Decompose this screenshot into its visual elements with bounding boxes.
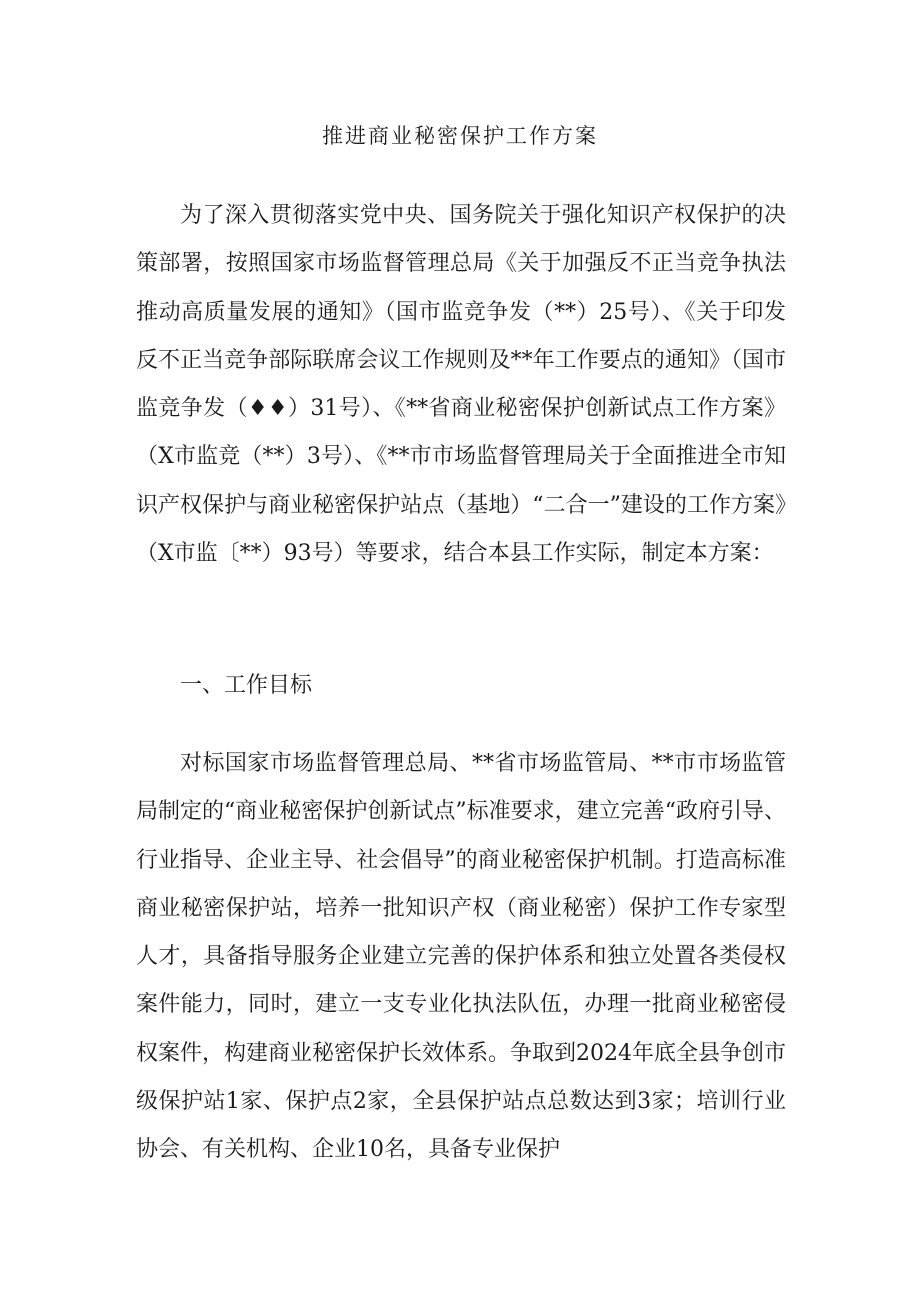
- section-heading-goals: 一、工作目标: [180, 673, 313, 698]
- intro-paragraph: 为了深入贯彻落实党中央、国务院关于强化知识产权保护的决策部署，按照国家市场监督管理总局《关于加强反不正当竞争执法推动高质量发展的通知》（国市监竞争发（**）25号）、《关于印发反不正当竞争部际联席会议工作规则及**年工作要点的通知》（国市监竞争发（♦♦）31号）、《**省商业秘密保护创新试点工作方案》（X市监竞（**）3号）、《**市市场监督管理局关于全面推进全市知识产权保护与商业秘密保护站点（基地）“二合一”建设的工作方案》（X市监〔**）93号）等要求，结合本县工作实际，制定本方案：: [136, 203, 786, 567]
- document-title: 推进商业秘密保护工作方案: [322, 124, 598, 148]
- goals-paragraph: 对标国家市场监督管理总局、**省市场监管局、**市市场监管局制定的“商业秘密保护创新试点”标准要求，建立完善“政府引导、行业指导、企业主导、社会倡导”的商业秘密保护机制。打造高标准商业秘密保护站，培养一批知识产权（商业秘密）保护工作专家型人才，具备指导服务企业建立完善的保护体系和独立处置各类侵权案件能力，同时，建立一支专业化执法队伍，办理一批商业秘密侵权案件，构建商业秘密保护长效体系。争取到2024年底全县争创市级保护站1家、保护点2家，全县保护站点总数达到3家；培训行业协会、有关机构、企业10名，具备专业保护: [136, 751, 786, 1163]
